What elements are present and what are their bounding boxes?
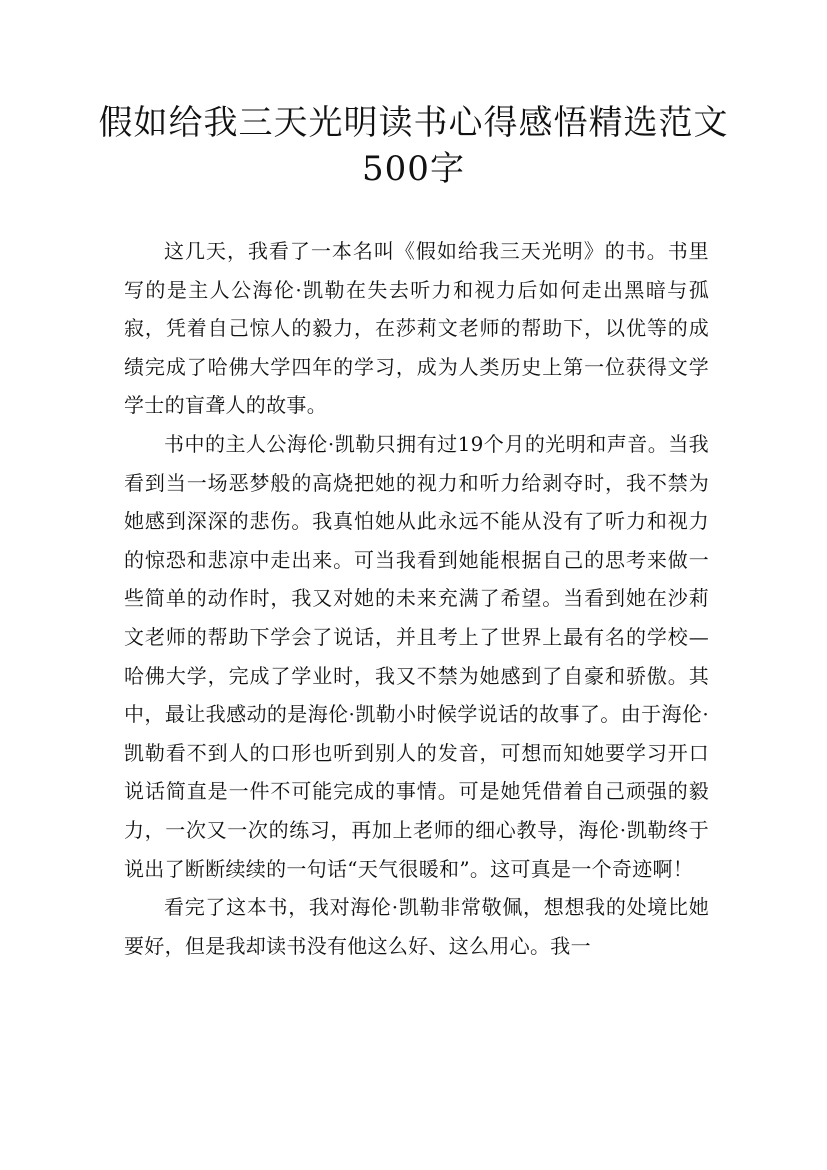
document-title: [0, 100, 827, 192]
title-line-1: 假如给我三天光明读书心得感悟精选范文: [98, 103, 729, 143]
title-line-2: 500字: [362, 149, 465, 189]
paragraph-3: 看完了这本书，我对海伦·凯勒非常敬佩，想想我的处境比她要好，但是我却读书没有他这么好、这么用心。我一: [124, 895, 709, 958]
document-body: [124, 232, 709, 965]
paragraph-2: 书中的主人公海伦·凯勒只拥有过19个月的光明和声音。当我看到当一场恶梦般的高烧把她的视力和听力给剥夺时，我不禁为她感到深深的悲伤。我真怕她从此永远不能从没有了听力和视力的惊恐和悲凉中走出来。可当我看到她能根据自己的思考来做一些简单的动作时，我又对她的未来充满了希望。当看到她在沙莉文老师的帮助下学会了说话，并且考上了世界上最有名的学校—哈佛大学，完成了学业时，我又不禁为她感到了自豪和骄傲。其中，最让我感动的是海伦·凯勒小时候学说话的故事了。由于海伦·凯勒看不到人的口形也听到别人的发音，可想而知她要学习开口说话简直是一件不可能完成的事情。可是她凭借着自己顽强的毅力，一次又一次的练习，再加上老师的细心教导，海伦·凯勒终于说出了断断续续的一句话“天气很暖和”。这可真是一个奇迹啊！: [124, 431, 709, 881]
paragraph-1: 这几天，我看了一本名叫《假如给我三天光明》的书。书里写的是主人公海伦·凯勒在失去听力和视力后如何走出黑暗与孤寂，凭着自己惊人的毅力，在莎莉文老师的帮助下，以优等的成绩完成了哈佛大学四年的学习，成为人类历史上第一位获得文学学士的盲聋人的故事。: [124, 239, 709, 418]
